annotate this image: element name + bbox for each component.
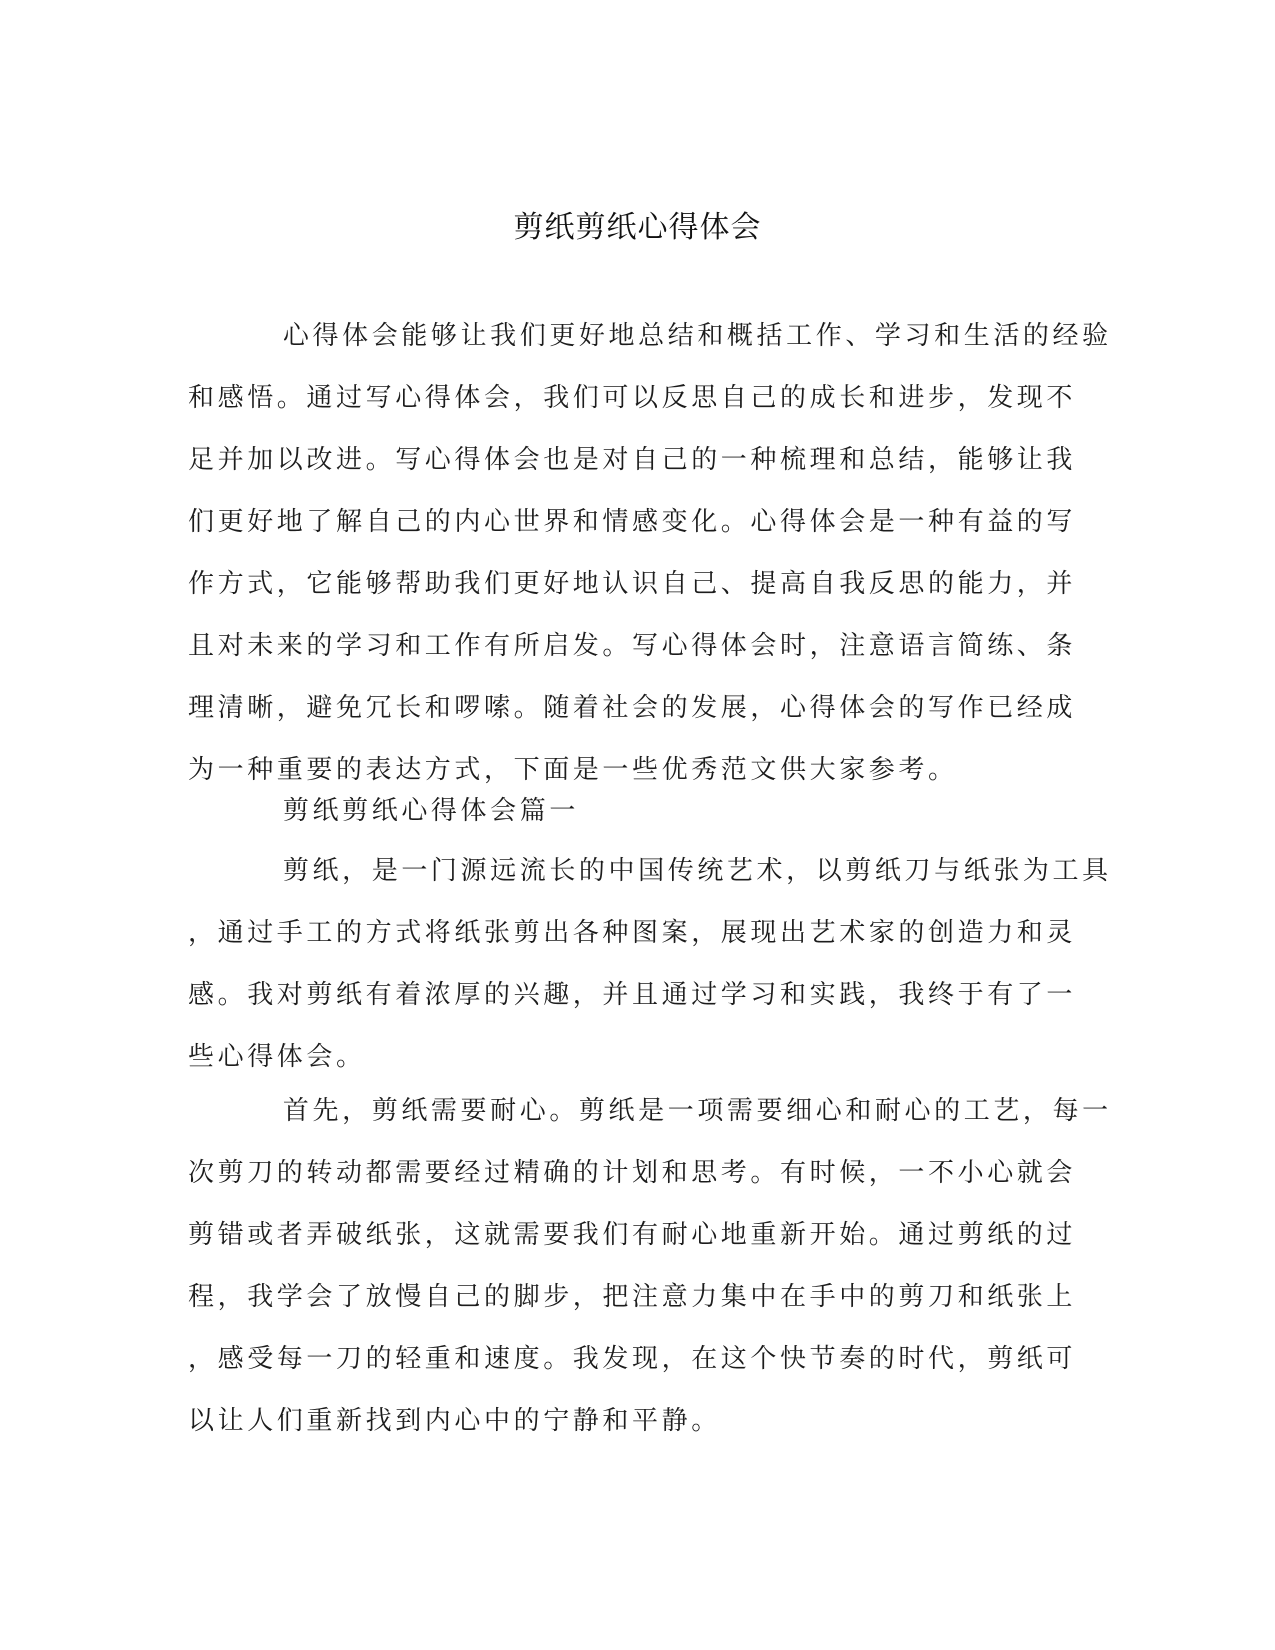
- document-title: 剪纸剪纸心得体会: [513, 210, 762, 245]
- text-line: 次剪刀的转动都需要经过精确的计划和思考。有时候，一不小心就会: [188, 1158, 1077, 1188]
- text-line: 程，我学会了放慢自己的脚步，把注意力集中在手中的剪刀和纸张上: [188, 1282, 1077, 1312]
- text-line: 剪错或者弄破纸张，这就需要我们有耐心地重新开始。通过剪纸的过: [188, 1220, 1077, 1250]
- text-line: 作方式，它能够帮助我们更好地认识自己、提高自我反思的能力，并: [188, 569, 1077, 599]
- text-line: 足并加以改进。写心得体会也是对自己的一种梳理和总结，能够让我: [188, 445, 1077, 475]
- text-line: 们更好地了解自己的内心世界和情感变化。心得体会是一种有益的写: [188, 507, 1077, 537]
- text-line: 且对未来的学习和工作有所启发。写心得体会时，注意语言简练、条: [188, 631, 1077, 661]
- paragraph-2: [188, 1080, 1112, 1452]
- text-line: 剪纸，是一门源远流长的中国传统艺术，以剪纸刀与纸张为工具: [188, 856, 1112, 886]
- text-line: 心得体会能够让我们更好地总结和概括工作、学习和生活的经验: [188, 321, 1112, 351]
- text-line: 理清晰，避免冗长和啰嗦。随着社会的发展，心得体会的写作已经成: [188, 693, 1077, 723]
- section-heading-block: [188, 780, 1088, 842]
- paragraph-1: [188, 840, 1112, 1088]
- intro-paragraph: [188, 305, 1112, 801]
- section-heading: 剪纸剪纸心得体会篇一: [188, 796, 579, 826]
- text-line: 些心得体会。: [188, 1042, 366, 1072]
- text-line: 感。我对剪纸有着浓厚的兴趣，并且通过学习和实践，我终于有了一: [188, 980, 1077, 1010]
- text-line: 以让人们重新找到内心中的宁静和平静。: [188, 1406, 721, 1436]
- text-line: 和感悟。通过写心得体会，我们可以反思自己的成长和进步，发现不: [188, 383, 1077, 413]
- text-line: ，通过手工的方式将纸张剪出各种图案，展现出艺术家的创造力和灵: [188, 918, 1077, 948]
- text-line: 为一种重要的表达方式，下面是一些优秀范文供大家参考。: [188, 755, 958, 785]
- text-line: 首先，剪纸需要耐心。剪纸是一项需要细心和耐心的工艺，每一: [188, 1096, 1112, 1126]
- text-line: ，感受每一刀的轻重和速度。我发现，在这个快节奏的时代，剪纸可: [188, 1344, 1077, 1374]
